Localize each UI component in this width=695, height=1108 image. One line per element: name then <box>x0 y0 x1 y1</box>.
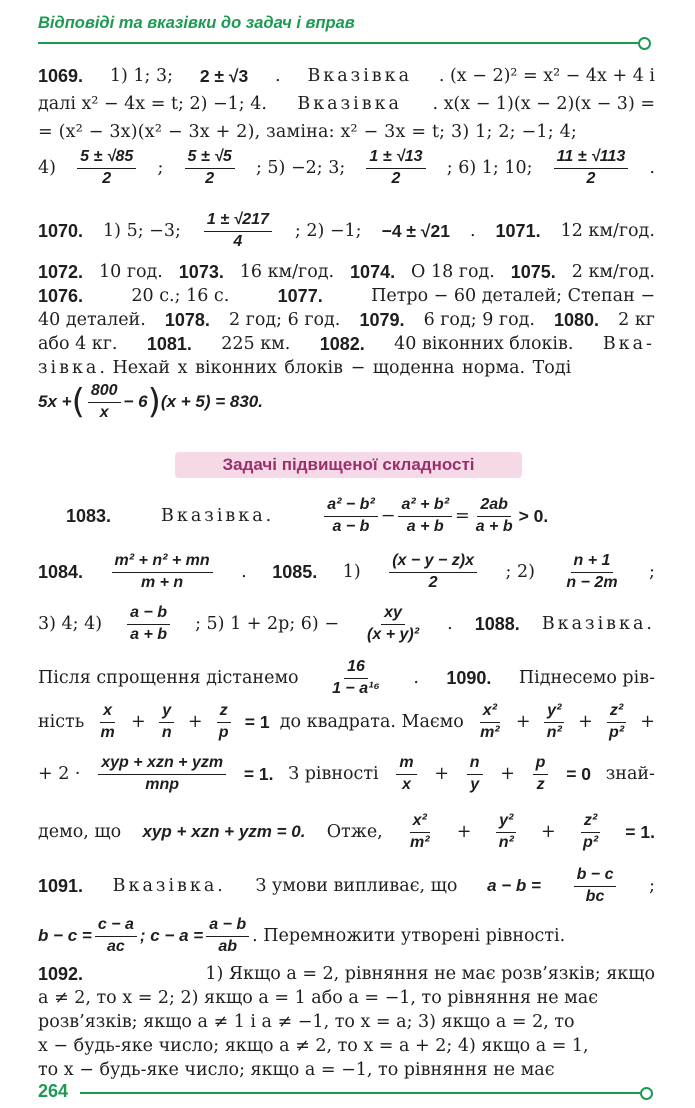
line-1092-5: то x − будь-яке число; якщо a = −1, то рівняння не має <box>38 1060 555 1080</box>
line-1076: 1076. 20 с.; 16 с. 1077. Петро − 60 деталей; Степан − <box>38 286 655 306</box>
fraction: $\frac{2ab}{a + b}$ <box>475 496 513 535</box>
line-1083: 1083. Вказівка. $\frac{\text{a² − b²}}{a - b}$ − $\frac{\text{a² + b²}}{a + b}$ = $\frac{2ab}{a + b}$ > 0. <box>66 496 549 535</box>
line-1069-1: 1069. 1) 1; 3; 2 ± √3 . Вказівка . (x − 2)² = x² − 4x + 4 і <box>38 62 655 90</box>
line-1069-2: далі x² − 4x = t; 2) −1; 4. Вказівка . x(x − 1)(x − 2)(x − 3) = <box>38 94 655 114</box>
fraction: $\frac{a - b}{a + b}$ <box>127 604 170 644</box>
line-1092-3: розв’язків; якщо a ≠ 1 і a ≠ −1, то x = a; 3) якщо a = 2, то <box>38 1012 575 1032</box>
fraction: $\frac{800}{x}$ <box>88 382 121 422</box>
footer-rule <box>80 1092 640 1094</box>
line-1078: 40 деталей. 1078. 2 год; 6 год. 1079. 6 год; 9 год. 1080. 2 кг <box>38 310 655 330</box>
line-1072: 1072. 10 год. 1073. 16 км/год. 1074. О 18 год. 1075. 2 км/год. <box>38 262 655 282</box>
fraction: $\frac{5 \pm √5}{2}$ <box>185 148 235 188</box>
line-1084: 1084. $\frac{\text{m² + n² + mn}}{m + n}$ . 1085. 1) $\frac{(x - y - z)x}{2}$ ; 2) $\frac{n + 1}{n - 2m}$ ; <box>38 552 655 591</box>
section-title: Задачі підвищеної складності <box>175 452 522 478</box>
fraction: $\frac{\text{a² + b²}}{a + b}$ <box>398 496 452 536</box>
line-1092-2: a ≠ 2, то x = 2; 2) якщо a = 1 або a = −1, то рівняння не має <box>38 988 599 1008</box>
fraction: $\frac{xy}{\text{(x + y)²}}$ <box>367 604 420 643</box>
header-rule <box>38 42 638 44</box>
line-1085-cont: 3) 4; 4) $\frac{a - b}{a + b}$ ; 5) 1 + 2p; 6) − $\frac{xy}{\text{(x + y)²}}$ . 1088. Вказівка. <box>38 604 655 643</box>
footer-circle-icon <box>640 1087 653 1100</box>
fraction: $\frac{(x - y - z)x}{2}$ <box>389 552 477 592</box>
fraction: $\frac{n + 1}{n - 2m}$ <box>566 552 618 591</box>
line-1088: Після спрощення дістанемо $\frac{16}{\text{1 − a¹⁶}}$ . 1090. Піднесемо рів- <box>38 658 655 697</box>
fraction: $\frac{1 \pm √217}{4}$ <box>204 211 272 251</box>
line-1090-3: демо, що xyp + xzn + yzm = 0. Отже, $\frac{\text{x²}}{\text{m²}}$ + $\frac{\text{y²}}{\text{n²}}$ + $\frac{\text{z²}}{\text{p²}}$ = 1. <box>38 812 655 851</box>
fraction: $\frac{\text{a² − b²}}{a - b}$ <box>324 496 378 536</box>
line-1070: 1070. 1) 5; −3; $\frac{1 \pm √217}{4}$ ; 2) −1; −4 ± √21 . 1071. 12 км/год. <box>38 211 655 250</box>
page-number: 264 <box>38 1081 69 1101</box>
equation-1082: 5x + ( $\frac{800}{x}$ − 6 ) (x + 5) = 830. <box>38 382 263 422</box>
line-1069-3: = (x² − 3x)(x² − 3x + 2), заміна: x² − 3x = t; 3) 1; 2; −1; 4; <box>38 122 578 142</box>
line-1092-1: 1092. 1) Якщо a = 2, рівняння не має розв’язків; якщо <box>38 964 655 984</box>
problem-number: 1069. <box>38 66 84 86</box>
line-1090: ність $\frac{x}{m}$ + $\frac{y}{n}$ + $\frac{z}{p}$ = 1 до квадрата. Маємо $\frac{\text{x²}}{\text{m²}}$ + $\frac{\text{y²}}{\text{n²}}$ + $\frac{\text{z²}}{\text{p²}}$ + <box>38 702 655 741</box>
line-1081: або 4 кг. 1081. 225 км. 1082. 40 віконних блоків. Вка- <box>38 334 655 354</box>
line-hint-1082: зівка. Нехай x віконних блоків − щоденна норма. Тоді <box>38 358 572 378</box>
line-1091: 1091. Вказівка. З умови випливає, що a − b = $\frac{b - c}{bc}$ ; <box>38 866 655 905</box>
fraction: $\frac{16}{\text{1 − a¹⁶}}$ <box>332 658 380 697</box>
line-1090-2: + 2 · $\frac{\text{xyp + xzn + yzm}}{\text{mnp}}$ = 1. З рівності $\frac{m}{x}$ + $\frac{n}{y}$ + $\frac{p}{z}$ = 0 знай- <box>38 754 655 793</box>
line-1091-2: b − c = $\frac{c - a}{ac}$ ; c − a = $\frac{a - b}{ab}$ . Перемножити утворені рівності. <box>38 916 566 955</box>
fraction: $\frac{1 \pm √13}{2}$ <box>366 148 425 188</box>
fraction: $\frac{\text{m² + n² + mn}}{m + n}$ <box>112 552 213 592</box>
running-header: Відповіді та вказівки до задач і вправ <box>38 14 355 32</box>
fraction: $\frac{11 \pm √113}{2}$ <box>554 148 629 188</box>
line-1069-4: 4) $\frac{5 \pm √85}{2}$ ; $\frac{5 \pm √5}{2}$ ; 5) −2; 3; $\frac{1 \pm √13}{2}$ ; 6) 1; 10; $\frac{11 \pm √113}{2}$ . <box>38 148 655 187</box>
line-1092-4: x − будь-яке число; якщо a ≠ 2, то x = a + 2; 4) якщо a = 1, <box>38 1036 589 1056</box>
header-circle-icon <box>638 37 651 50</box>
fraction: $\frac{5 \pm √85}{2}$ <box>77 148 136 188</box>
